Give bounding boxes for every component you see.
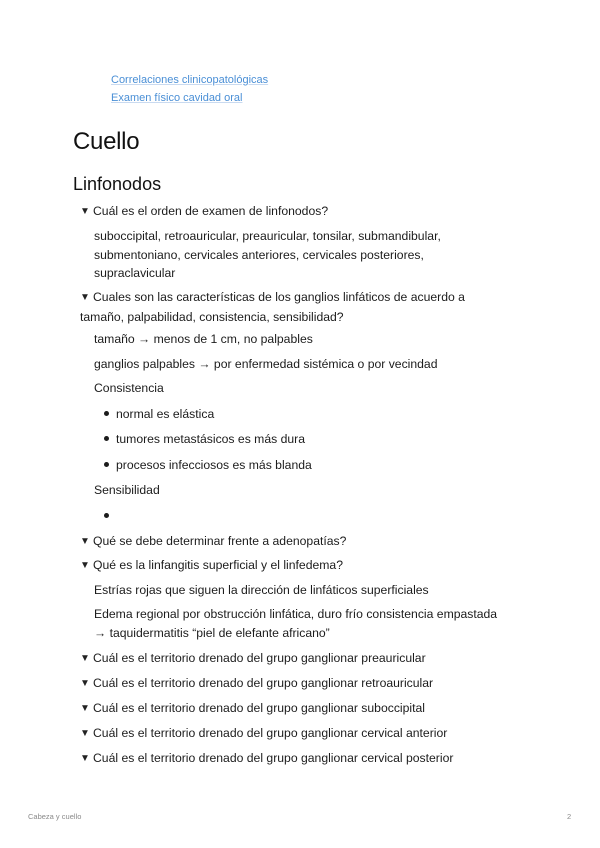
- answer-line: suboccipital, retroauricular, preauricular, tonsilar, submandibular,: [94, 229, 441, 243]
- triangle-down-icon[interactable]: ▼: [80, 703, 90, 714]
- answer-paragraph: Estrías rojas que siguen la dirección de linfáticos superficiales: [94, 583, 429, 597]
- list-item: normal es elástica: [116, 407, 215, 421]
- answer-paragraph: [94, 605, 497, 642]
- triangle-down-icon[interactable]: ▼: [80, 206, 90, 217]
- toggle-answer: [94, 227, 441, 283]
- toggle-suboccipital[interactable]: [80, 699, 425, 719]
- toggle-question: Qué es la linfangitis superficial y el linfedema?: [93, 558, 343, 572]
- toggle-question: Cuál es el orden de examen de linfonodos?: [93, 204, 329, 218]
- sensibilidad-label: Sensibilidad: [94, 483, 160, 497]
- answer-line: submentoniano, cervicales anteriores, cervicales posteriores,: [94, 247, 424, 262]
- list-item: tumores metastásicos es más dura: [116, 432, 305, 446]
- triangle-down-icon[interactable]: ▼: [80, 753, 90, 764]
- bullet-dot-empty: [104, 513, 109, 518]
- page-heading-cuello: Cuello: [73, 128, 140, 155]
- answer-line: Edema regional por obstrucción linfática, duro frío consistencia empastada: [94, 607, 498, 621]
- triangle-down-icon[interactable]: ▼: [80, 536, 90, 547]
- answer-line: supraclavicular: [94, 266, 176, 280]
- toc-link-examen-fisico[interactable]: Examen físico cavidad oral: [111, 92, 243, 104]
- consistencia-label: Consistencia: [94, 381, 164, 395]
- toggle-question-line: tamaño, palpabilidad, consistencia, sensibilidad?: [80, 309, 344, 324]
- toggle-caracteristicas-ganglios[interactable]: [80, 288, 465, 326]
- toc-link-correlaciones[interactable]: Correlaciones clinicopatológicas: [111, 74, 269, 86]
- answer-paragraph: tamaño → menos de 1 cm, no palpables: [94, 332, 313, 346]
- toggle-cervical-anterior[interactable]: [80, 724, 447, 744]
- answer-line: → taquidermatitis “piel de elefante africano”: [94, 625, 330, 640]
- triangle-down-icon[interactable]: ▼: [80, 653, 90, 664]
- toggle-question: Qué se debe determinar frente a adenopatías?: [93, 534, 347, 548]
- triangle-down-icon[interactable]: ▼: [80, 292, 90, 303]
- toggle-preauricular[interactable]: [80, 649, 426, 669]
- triangle-down-icon[interactable]: ▼: [80, 728, 90, 739]
- toggle-question: Cuál es el territorio drenado del grupo ganglionar retroauricular: [93, 676, 434, 690]
- footer-title: Cabeza y cuello: [28, 812, 82, 821]
- toggle-question: Cuál es el territorio drenado del grupo ganglionar suboccipital: [93, 701, 425, 715]
- list-item: procesos infecciosos es más blanda: [116, 458, 312, 472]
- toggle-question: Cuál es el territorio drenado del grupo ganglionar preauricular: [93, 651, 426, 665]
- bullet-dot: [104, 411, 109, 416]
- toggle-orden-examen[interactable]: [80, 202, 328, 222]
- bullet-dot: [104, 462, 109, 467]
- toggle-retroauricular[interactable]: [80, 674, 433, 694]
- toggle-cervical-posterior[interactable]: [80, 749, 453, 769]
- toggle-linfangitis[interactable]: [80, 556, 343, 576]
- answer-paragraph: ganglios palpables → por enfermedad sistémica o por vecindad: [94, 357, 438, 371]
- triangle-down-icon[interactable]: ▼: [80, 560, 90, 571]
- bullet-dot: [104, 436, 109, 441]
- toggle-adenopatias[interactable]: [80, 532, 346, 552]
- toggle-question-line: Cuales son las características de los ganglios linfáticos de acuerdo a: [93, 290, 465, 304]
- toggle-question: Cuál es el territorio drenado del grupo ganglionar cervical posterior: [93, 751, 454, 765]
- page-number: 2: [567, 812, 572, 821]
- section-heading-linfonodos: Linfonodos: [73, 174, 162, 194]
- toggle-question: Cuál es el territorio drenado del grupo ganglionar cervical anterior: [93, 726, 448, 740]
- triangle-down-icon[interactable]: ▼: [80, 678, 90, 689]
